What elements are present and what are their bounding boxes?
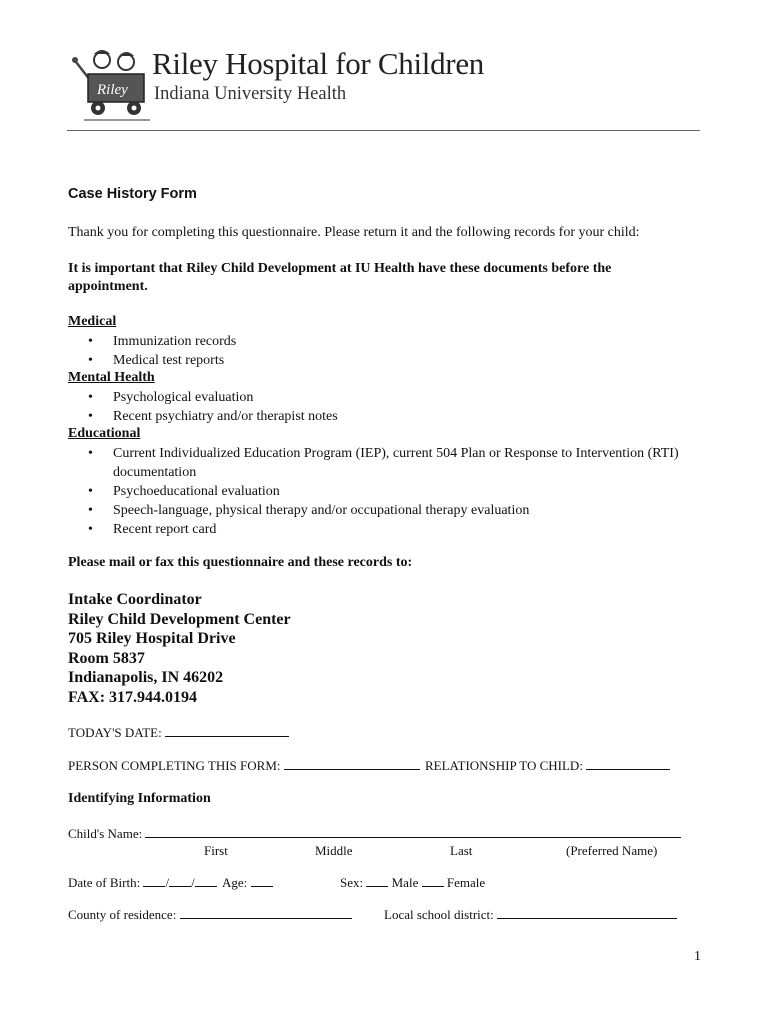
name-last-caption: Last — [450, 843, 473, 858]
address-line: Intake Coordinator — [68, 591, 202, 608]
riley-wagon-logo-icon — [64, 44, 154, 128]
list-item: • Current Individualized Education Program (IEP), current 504 Plan or Response to Intervention (RTI) documentation — [68, 444, 718, 482]
fax-number: FAX: 317.944.0194 — [68, 688, 198, 706]
medical-records-list — [68, 332, 236, 370]
list-item: • Speech-language, physical therapy and/or occupational therapy evaluation — [68, 501, 718, 520]
dob-row: Date of Birth: / / Age: — [68, 875, 273, 891]
school-district-field[interactable] — [497, 907, 677, 919]
mental-health-records-list — [68, 388, 338, 426]
section-medical-title: Medical — [68, 314, 117, 329]
list-item: • Medical test reports — [68, 351, 236, 370]
address-line: Room 5837 — [68, 649, 145, 667]
list-item: • Recent report card — [68, 520, 718, 539]
list-item: • Recent psychiatry and/or therapist notes — [68, 407, 338, 426]
todays-date-row — [68, 725, 289, 741]
relationship-label: RELATIONSHIP TO CHILD: — [425, 758, 583, 773]
mail-instruction: Please mail or fax this questionnaire and these records to: — [68, 555, 413, 570]
childs-name-field[interactable] — [145, 826, 681, 838]
intro-text: Thank you for completing this questionnaire. Please return it and the following records for your child: — [68, 225, 640, 240]
childs-name-row — [68, 826, 681, 842]
section-mental-health-title: Mental Health — [68, 370, 155, 385]
sex-label: Sex: — [340, 875, 364, 890]
county-row — [68, 907, 352, 923]
todays-date-field[interactable] — [165, 725, 289, 737]
dob-label: Date of Birth: — [68, 875, 141, 890]
age-field[interactable] — [251, 875, 273, 887]
dob-year-field[interactable] — [195, 875, 217, 887]
hospital-name: Riley Hospital for Children — [152, 46, 484, 81]
sex-male-field[interactable] — [366, 875, 388, 887]
address-line: Riley Child Development Center — [68, 610, 291, 628]
name-first-caption: First — [204, 843, 228, 858]
sex-female-label: Female — [446, 875, 486, 890]
section-educational-title: Educational — [68, 426, 141, 441]
form-title: Case History Form — [68, 186, 197, 202]
identifying-information-heading: Identifying Information — [68, 791, 211, 806]
health-system-name: Indiana University Health — [154, 84, 347, 104]
relationship-field[interactable] — [586, 758, 670, 770]
todays-date-label: TODAY'S DATE: — [68, 725, 162, 740]
county-field[interactable] — [180, 907, 352, 919]
school-district-row — [384, 907, 677, 923]
list-item: • Psychological evaluation — [68, 388, 338, 407]
childs-name-label: Child's Name: — [68, 826, 143, 841]
sex-male-label: Male — [391, 875, 419, 890]
sex-female-field[interactable] — [422, 875, 444, 887]
address-line: Indianapolis, IN 46202 — [68, 669, 224, 686]
logo-wagon-text: Riley — [97, 82, 128, 98]
dob-month-field[interactable] — [143, 875, 165, 887]
person-completing-row — [68, 758, 670, 774]
list-item: • Immunization records — [68, 332, 236, 351]
hospital-logo — [64, 44, 484, 128]
mailing-address — [68, 590, 291, 707]
name-middle-caption: Middle — [315, 843, 353, 858]
address-line: 705 Riley Hospital Drive — [68, 630, 236, 647]
age-label: Age: — [221, 875, 248, 890]
dob-day-field[interactable] — [169, 875, 191, 887]
sex-row — [340, 875, 485, 891]
person-completing-label: PERSON COMPLETING THIS FORM: — [68, 758, 281, 773]
county-label: County of residence: — [68, 907, 177, 922]
header-divider — [67, 130, 700, 131]
person-completing-field[interactable] — [284, 758, 420, 770]
name-preferred-caption: (Preferred Name) — [566, 843, 658, 858]
page-number: 1 — [694, 949, 701, 964]
list-item: • Psychoeducational evaluation — [68, 482, 718, 501]
important-notice: It is important that Riley Child Development at IU Health have these documents before the appointment. — [68, 261, 612, 294]
school-district-label: Local school district: — [384, 907, 494, 922]
educational-records-list — [68, 444, 718, 539]
